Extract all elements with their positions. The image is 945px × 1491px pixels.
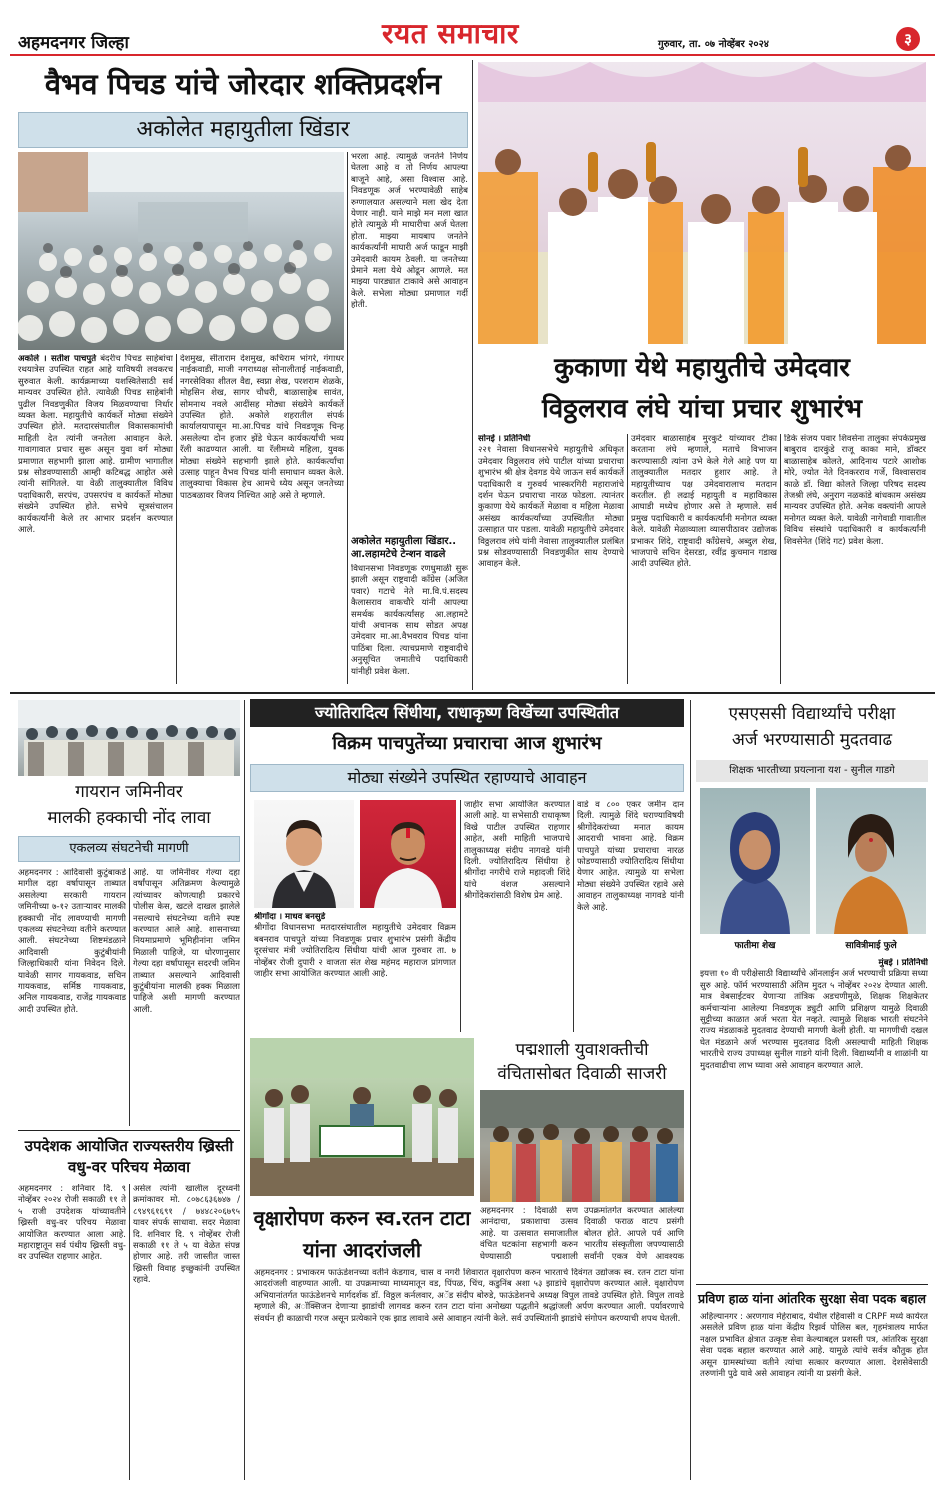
story2-headline-2: विठ्ठलराव लंघे यांचा प्रचार शुभारंभ (541, 394, 863, 424)
story7-col1: अहमदनगर : दिवाळी सण आनंदाचा, प्रकाशाचा उत्सव आहे. या उत्सवात समाजातील वंचित घटकांना सहभागी करुन घेण्यासाठी पद्मशाली (480, 1206, 578, 1262)
story7-col2: उपक्रमांतर्गत करण्यात आलेल्या दिवाळी फराळ वाटप प्रसंगी बोलत होते. आपले पर्व आणि भारतीय संस्कृतीला जपण्यासाठी सर्वांनी एकत्र येणे आवश्यक (584, 1206, 684, 1262)
story5-divider (129, 1184, 130, 1480)
story4-headline-1: गायरान जमिनीवर (75, 782, 183, 802)
story4-group-photo (18, 700, 240, 776)
story2-headline-1: कुकाणा येथे महायुतीचे उमेदवार (554, 353, 850, 383)
story8-headline-2: अर्ज भरण्यासाठी मुदतवाढ (731, 730, 893, 750)
story3-headline-1: ज्योतिरादित्य सिंधीया, राधाकृष्ण विखेंच्या उपस्थितीत (315, 703, 619, 722)
story3-byline: श्रीगोंदा । माधव बनसुडे (254, 912, 326, 922)
story1-col3b: विधानसभा निवडणूक रणधुमाळी सुरू झाली असून राष्ट्रवादी काँग्रेस (अजित पवार) गटाचे नेते मा.वि.पं.सदस्य कैलासराव वाकचौरे यांनी आपल्या समर्थक कार्यकर्त्यांसह आ.लहामटे यांची अचानक साथ सोडत अपक्ष उमेदवार मा.आ.वैभवराव पिचड यांना पाठिंबा दिला. त्याचप्रमाणे राष्ट्रवादीचे अनुसूचित जमातीचे पदाधिकारी यांनीही प्रवेश केला. (351, 564, 468, 677)
story9-text: अहिल्यानगर : अरणगाव मेहेराबाद, येथील रहिवासी व CRPF मध्ये कार्यरत असलेले प्रविण हाळ यांना केंद्रीय रिझर्व पोलिस बल, गृहमंत्रालय मार्फत नक्षल प्रभावित क्षेत्रात उत्कृष्ट सेवा केल्याबद्दल प्रशस्ती पत्र, आंतरिक सुरक्षा सेवा पदक बहाल करण्यात आले आहे. यामुळे त्यांचे सर्वत्र कौतुक होत असून ग्रामस्थांच्या वतीने त्यांचा सत्कार करण्यात आला. देशसेवेसाठी तरुणांनी पुढे यावे असे आवाहन त्यांनी या प्रसंगी केले. (700, 1312, 928, 1380)
story8-portrait-savitri (816, 788, 926, 934)
column-rule-left (244, 700, 245, 1480)
date-line: गुरुवार, ता. ०७ नोव्हेंबर २०२४ (658, 39, 770, 50)
story3-col1-text: श्रीगोंदा विधानसभा मतदारसंघातील महायुतीचे उमेदवार विक्रम बबनराव पाचपुते यांच्या निवडणूक प्रचार शुभारंभ प्रसंगी केंद्रीय दूरसंचार मंत्री ज्योतिरादित्य सिंधीया यांची आज गुरुवार ता. ७ नोव्हेंबर रोजी दुपारी २ वाजता संत शेख महंमद महाराज प्रांगणात जाहीर सभा आयोजित करण्यात आली आहे. (254, 923, 456, 980)
story4-col1: अहमदनगर : आदिवासी कुटुंबाकडे मागील दहा वर्षापासून ताब्यात असलेल्या सरकारी गायरान जमिनीच्या ७-१२ उताऱ्यावर मालकी हक्काची नोंद लावण्याची मागणी एकलव्य संघटनेच्या वतीने करण्यात आली. संघटनेच्या शिष्टमंडळाने आदिवासी कुटुंबीयांनी जिल्हाधिकारी यांना निवेदन दिले. यावेळी सागर गायकवाड, सचिन गायकवाड, सर्मिष्ठ गायकवाड, अनिल गायकवाड, राजेंद्र गायकवाड आदी उपस्थित होते. (18, 868, 126, 1015)
story2-divider-1 (627, 434, 628, 684)
story3-col3: वाडे व ८०० एकर जमीन दान दिली. त्यामुळे शिंदे घराण्याविषयी श्रीगोंदेकरांच्या मनात कायम आदराची भावना आहे. विक्रम पाचपुते यांच्या प्रचाराचा नारळ फोडण्यासाठी ज्योतिरादित्य सिंधीया येणार आहेत. त्यामुळे या सभेला मोठ्या संख्येने उपस्थित रहावे असे आवाहन तालुकाध्यक्ष नागवडे यांनी केले आहे. (577, 800, 684, 913)
story8-caption-right: सावित्रीमाई फुले (845, 941, 897, 951)
masthead-rule (10, 54, 935, 56)
story4-subhead: एकलव्य संघटनेची मागणी (69, 841, 189, 856)
story2-col3: डिके संजय पवार शिवसेना तालुका संपर्कप्रमुख बाबुराव दारकुंडे राजू काका माने, डॉक्टर बाळासाहेब कोलते, आदिनाथ पटारे आशोक मोरे, ज्योत नेते दिनकरराव गर्जे, विश्वासराव काळे डॉ. विद्या कोलते जिल्हा परिषद सदस्य तेजश्री लंघे, अनुराग नळकांडे बांधकाम असंख्य मान्यवर उपस्थित होते. अनेक वक्त्यांनी आपले मनोगत व्यक्त केले. यावेळी नागेवाडी गावातील विविध संस्थांचे पदाधिकारी व कार्यकर्त्यांनी शिवसेनेत (शिंदे गट) प्रवेश केला. (784, 434, 926, 547)
story4-col2: आहे. या जमिनीवर गेल्या दहा वर्षांपासून अतिक्रमण केल्यामुळे त्यांच्यावर कोणत्याही प्रकारचे पोलीस केस, खटले दाखल झालेले नसल्याचे संघटनेच्या वतीने स्पष्ट करण्यात आले आहे. शासनाच्या नियमाप्रमाणे भूमिहीनांना जमिन मिळाली पाहिजे, या धोरणानुसार गेल्या दहा वर्षांपासून सदरची जमिन ताब्यात असल्याने आदिवासी कुटुंबीयांना मालकी हक्क मिळाला पाहिजे अशी मागणी करण्यात आली. (133, 868, 240, 1015)
story4-divider (129, 868, 130, 1126)
story2-col1 (478, 434, 624, 684)
story8-text: इयत्ता १० वी परीक्षेसाठी विद्यार्थ्यांचे ऑनलाईन अर्ज भरण्याची प्रक्रिया सध्या सुरु आहे. फॉर्म भरण्यासाठी अंतिम मुदत ५ नोव्हेंबर २०२४ देण्यात आली. मात्र वेबसाईटवर येणाऱ्या तांत्रिक अडचणीमुळे, शिक्षक शिक्षकेतर कर्मचाऱ्यांना आलेल्या निवडणूक ड्युटी आणि प्रशिक्षण यामुळे दिवाळी सुट्टीच्या काळात अर्ज भरता येत नव्हते. त्यामुळे शिक्षक भारती संघटनेने राज्य मंडळाकडे मुदतवाढ देण्याची मागणी केली होती. या मागणीची दखल घेत मंडळाने अर्ज भरण्यास मुदतवाढ दिली असल्याची माहिती शिक्षक भारतीचे राज्य उपाध्यक्ष सुनील गाडगे यांनी दिली. विद्यार्थ्यांनी व शाळांनी या मुदतवाढीचा लाभ घ्यावा असे आवाहन करण्यात आले. (700, 969, 928, 1071)
story8-headline-1: एसएससी विद्यार्थ्यांचे परीक्षा (728, 704, 896, 724)
story3-headline-2: विक्रम पाचपुतेंच्या प्रचाराचा आज शुभारंभ (332, 733, 602, 754)
story5-headline: उपदेशक आयोजित राज्यस्तरीय ख्रिस्ती वधु-वर परिचय मेळावा (24, 1137, 234, 1176)
story8-byline: मुंबई । प्रतिनिधी (878, 958, 928, 968)
story3-portrait-vikhe (360, 800, 456, 908)
story3-subhead: मोठ्या संख्येने उपस्थित रहाण्याचे आवाहन (347, 768, 587, 787)
story1-divider-2 (347, 152, 348, 684)
paper-name: रयत समाचार (382, 17, 519, 50)
story5-col1: अहमदनगर : शनिवार दि. ९ नोव्हेंबर २०२४ रोजी सकाळी ११ ते ५ राजी उपदेशक यांच्यावतीने ख्रिस्ती वधु-वर परिचय मेळावा आयोजित करण्यात आला आहे. महाराष्ट्रातून सर्व पंथीय ख्रिस्ती वधु-वर उपस्थित राहणार आहेत. (18, 1184, 126, 1263)
story8-subhead: शिक्षक भारतीच्या प्रयत्नाना यश - सुनील गाडगे (729, 765, 895, 776)
story3-portrait-sindhiya (254, 800, 354, 908)
story1-col1-text: बंदरीच पिचड साहेबांचा रथयात्रेस उपस्थित राहत आहे याविषयी लवकरच सुरुवात केली. कार्यक्रमाच्या यशस्वितेसाठी सर्व मान्यवर उपस्थित होते. त्यावेळी पिचड साहेबांनी पुढील निवडणुकीत विजय मिळवण्याचा निर्धार व्यक्त केला. महायुतीचे कार्यकर्ते मोठ्या संख्येने उपस्थित होते. मतदारसंघातील विकासकामांची माहिती देत त्यांनी जनतेला आवाहन केले. गावागावात प्रचार सुरू असून युवा वर्ग मोठ्या प्रमाणात सहभागी झाला आहे. ग्रामीण भागातील प्रश्न सोडवण्यासाठी आम्ही कटिबद्ध आहोत असे त्यांनी सांगितले. या वेळी तालुक्यातील विविध पदाधिकारी, सरपंच, उपसरपंच व कार्यकर्ते मोठ्या संख्येने उपस्थित होते. सभेचे सूत्रसंचालन कार्यकर्त्यांनी केले तर आभार प्रदर्शन करण्यात आले. (18, 354, 173, 536)
story9-headline: प्रविण हाळ यांना आंतरिक सुरक्षा सेवा पदक बहाल (698, 1291, 926, 1306)
story1-col2: देशमुख, सीताराम देशमुख, कचिराम भांगरे, गंगाधर नाईकवाडी, माजी नगराध्यक्ष सोनालीताई नाईकवाडी, नगरसेविका शीतल वैद्य, स्वप्ना शेख, परशराम शेळके, मोहसिन शेख, सागर चौधरी, बाळासाहेब सावंत, सोमनाथ नवले आदींसह मोठ्या संख्येने कार्यकर्ते उपस्थित होते. अकोले शहरातील संपर्क कार्यालयापासून मा.आ.पिचड यांचे निवडणूक चिन्ह असलेल्या दोन हजार झेंडे घेऊन कार्यकर्त्यांची भव्य रॅली काढण्यात आली. या रॅलीमध्ये महिला, युवक मोठ्या संख्येने सहभागी झाले होते. कार्यकर्त्यांचा उत्साह पाहून वैभव पिचड यांनी समाधान व्यक्त केले. तालुक्याचा विकास हेच आमचे ध्येय असून जनतेच्या पाठबळावर विजय निश्चित आहे असे ते म्हणाले. (180, 354, 344, 501)
story1-col3: भरला आहे. त्यामुळे जनतेने निर्णय घेतला आहे व तो निर्णय आपल्या बाजूने आहे, असा विश्वास आहे. निवडणूक अर्ज भरण्यावेळी साहेब रुग्णालयात असल्याने मला खेद देता येणार नाही. याने माझे मन मला खात होते त्यामुळे मी माघारीचा अर्ज घेतला होता. माझ्या मायबाप जनतेने कार्यकर्त्यांनी माघारी अर्ज फाडून माझी उमेदवारी कायम ठेवली. या जनतेच्या प्रेमाने मला येथे ओढून आणले. मत माझ्या पारड्यात टाकावे असे आवाहन केले. सभेला मोठ्या प्रमाणात गर्दी होती. (351, 152, 468, 311)
story6-headline: वृक्षारोपण करुन स्व.रतन टाटा यांना आदरांजली (253, 1206, 471, 1262)
story2-byline: सोनई । प्रतिनिधी (478, 434, 531, 444)
story6-plantation-photo (250, 1038, 474, 1196)
section-label: अहमदनगर जिल्हा (18, 33, 129, 53)
story3-divider-2 (573, 800, 574, 1032)
story2-col1-text: २२१ नेवासा विधानसभेचे महायुतीचे अधिकृत उमेदवार विठ्ठलराव लंघे पाटील यांच्या प्रचाराचा शुभारंभ श्री क्षेत्र देवगड येथे जाऊन सर्व कार्यकर्ते पदाधिकारी व गुरुवर्य भास्करगिरी महाराजांचे दर्शन घेऊन प्रचाराचा नारळ फोडला. त्यानंतर कुकाणा येथे कार्यकर्ते मेळावा व महिला मेळावा असंख्य कार्यकर्त्यांच्या उपस्थितीत मोठ्या उत्साहात पार पडला. यावेळी महायुतीचे उमेदवार विठ्ठलराव लंघे यांनी नेवासा तालुक्यातील प्रलंबित प्रश्न सोडवण्यासाठी निवडणुकीत साथ देण्याचे आवाहन केले. (478, 445, 624, 570)
story6-text: अहमदनगर : प्रभाकरम फाऊंडेशनच्या वतीने केडगाव, चास व नगरी शिवारात वृक्षारोपण करुन भारताचे दिवंगत उद्योजक स्व. रतन टाटा यांना आदरांजली वाहण्यात आली. या उपक्रमाच्या माध्यमातून वड, पिंपळ, चिंच, कडुनिंब अशा ५३ झाडांचे वृक्षारोपण करण्यात आले. वृक्षारोपण अभियानांतर्गत फाऊंडेशनचे मार्गदर्शक डॉ. विठ्ठल कर्नलवार, अॅड संदीप बोरुडे, फाऊंडेशनचे अध्यक्ष विपुल तावडे उपस्थित होते. विपुल तावडे म्हणाले की, अॉक्सिजन देणाऱ्या झाडांची लागवड करुन रतन टाटा यांना अनोख्या पद्धतीने श्रद्धांजली अर्पण करण्यात आली. पर्यावरणाचे संवर्धन ही काळाची गरज असून प्रत्येकाने एक झाड लावावे असे आवाहन त्यांनी केले. सर्व उपस्थितांनी झाडांचे संगोपन करण्याची शपथ घेतली. (254, 1268, 684, 1324)
story3-col1 (254, 912, 456, 1032)
story1-rally-photo (18, 152, 344, 350)
story4-headline-2: मालकी हक्काची नोंद लावा (47, 808, 211, 828)
story7-headline: पद्मशाली युवाशक्तीची वंचितासोबत दिवाळी साजरी (497, 1040, 667, 1084)
story5-top-rule (18, 1130, 240, 1131)
story1-headline: वैभव पिचड यांचे जोरदार शक्तिप्रदर्शन (44, 67, 442, 101)
page-rule-mid (10, 692, 935, 694)
story5-col2: असेल त्यांनी खालील दूरध्वनी क्रमांकावर मो. ८०७८६३६७४७ / ८९४९६१६९१ / ७४४८२०६७९५ यावर संपर्क साधावा. सदर मेळावा दि. शनिवार दि. ९ नोव्हेंबर रोजी सकाळी ११ ते ५ या वेळेत संपन्न होणार आहे. तरी जास्तीत जास्त ख्रिस्ती विवाह इच्छुकांनी उपस्थित रहावे. (133, 1184, 240, 1286)
story3-divider-1 (460, 800, 461, 1032)
story1-subhead2: अकोलेत महायुतीला खिंडार.. आ.लहामटेचे टेन्शन वाढले (351, 536, 457, 560)
story2-divider-2 (780, 434, 781, 684)
column-rule-right (690, 700, 691, 1480)
story1-subhead: अकोलेत महायुतीला खिंडार (136, 117, 350, 142)
column-rule-top (472, 60, 473, 690)
page-number: ३ (904, 30, 912, 48)
story1-col1 (18, 354, 173, 684)
story3-col2: जाहीर सभा आयोजित करण्यात आली आहे. या सभेसाठी राधाकृष्ण विखे पाटील उपस्थित राहणार आहेत, अशी माहिती भाजपाचे तालुकाध्यक्ष संदीप नागवडे यांनी दिली. ज्योतिरादित्य सिंधीया हे श्रीगोंदा नगरीचे राजे महादजी शिंदे यांचे वंशज असल्याने श्रीगोंदेकरांसाठी विशेष प्रेम आहे. (464, 800, 570, 902)
story1-divider-1 (176, 354, 177, 684)
story8-portrait-fatima (700, 788, 810, 934)
story9-top-rule (696, 1284, 928, 1285)
page-number-badge (896, 27, 920, 51)
story8-text-block (700, 958, 928, 1278)
story8-caption-left: फातीमा शेख (734, 941, 776, 951)
story1-byline: अकोले । सतीश पाचपुते (18, 354, 97, 364)
story2-col2: उमेदवार बाळासाहेब मुरकुटे यांच्यावर टीका करताना लंघे म्हणाले, मताचे विभाजन करण्यासाठी त्यांना उभे केले गेले आहे पण या तालुक्यातील मतदार हुशार आहे. ते महायुतीच्याच पक्ष उमेदवारालाच मतदान करतील. ही लढाई महायुती व महाविकास आघाडी मध्येच होणार असे ते म्हणाले. सर्व प्रमुख पदाधिकारी व कार्यकर्त्यांनी मनोगत व्यक्त केले. यावेळी मेळाव्याला व्यासपीठावर उद्योजक प्रभाकर शिंदे, राष्ट्रवादी काँग्रेसचे, अब्दुल शेख, भाजपाचे सचिन देसरडा, रवींद्र कुचमान गडाख आदी उपस्थित होते. (631, 434, 777, 570)
story2-stage-photo (478, 62, 926, 344)
story7-diwali-photo (480, 1090, 684, 1202)
